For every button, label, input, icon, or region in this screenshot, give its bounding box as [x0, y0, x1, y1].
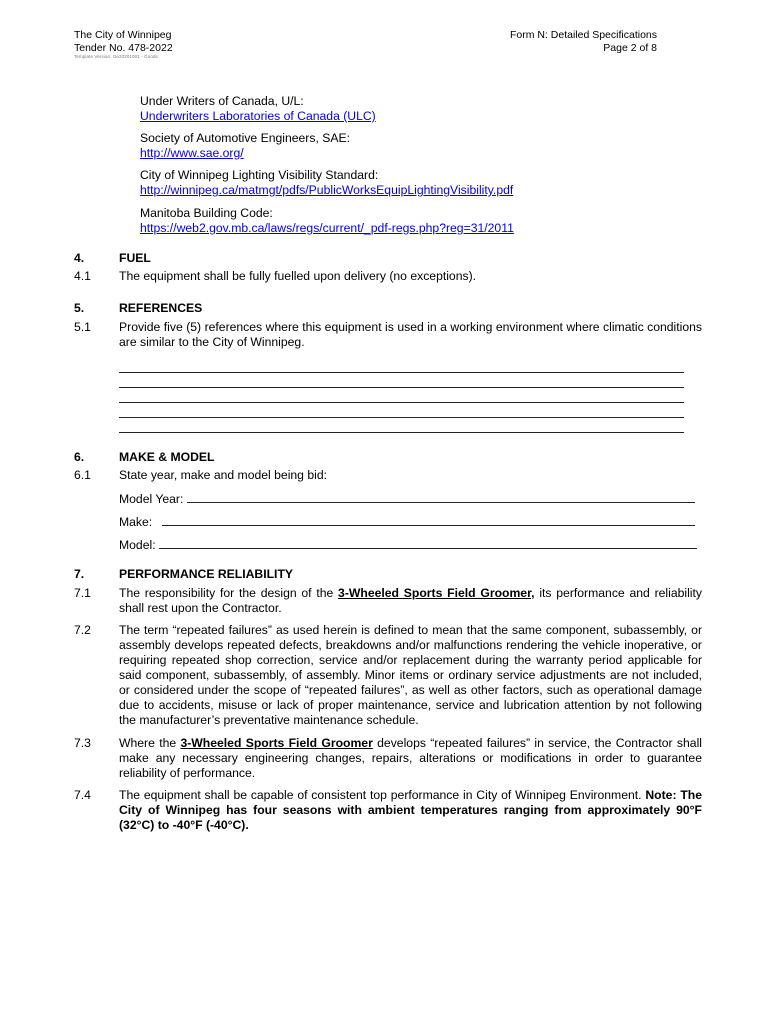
section-title-reliability: PERFORMANCE RELIABILITY: [119, 567, 294, 581]
clause-number: 7.1: [74, 586, 91, 600]
reference-line-2[interactable]: [119, 387, 684, 388]
header-form: Form N: Detailed Specifications: [509, 29, 657, 41]
clause-number: 6.1: [74, 468, 91, 482]
section-number: 5.: [74, 301, 85, 315]
reference-line-5[interactable]: [119, 432, 684, 433]
clause-design-responsibility: The responsibility for the design of the 3-Wheeled Sports Field Groomer, its performance and reliability shall rest upon the Contractor.: [119, 586, 702, 615]
product-name: 3-Wheeled Sports Field Groomer: [180, 736, 373, 750]
model-year-field[interactable]: [187, 491, 695, 503]
clause-repeated-failures: The term “repeated failures” as used herein is defined to mean that the same component, subassembly, or assembly develops repeated defects, breakdowns and/or malfunctions rendering the vehicle inoperative, or requiring repeated shop correction, service and/or replacement during the warranty period applicable for said component, subassembly, of assembly. Minor items or ordinary service adjustments are not included, or considered under the scope of “repeated failures”, as well as other factors, such as operational damage due to accidents, misuse or lack of proper maintenance, service and lubrication attention by not following the manufacturer’s preventative maintenance schedule.: [119, 623, 702, 727]
header-left: [74, 29, 173, 60]
model-row: [119, 537, 697, 553]
section-number: 4.: [74, 251, 85, 265]
section-number: 7.: [74, 567, 85, 581]
clause-contractor-changes: Where the 3-Wheeled Sports Field Groomer develops “repeated failures” in service, the Contractor shall make any necessary engineering changes, repairs, alterations or modifications in order to guarantee reliability of performance.: [119, 736, 702, 780]
section-title-make-model: MAKE & MODEL: [119, 450, 215, 464]
standard-link[interactable]: http://www.sae.org/: [140, 146, 244, 160]
section-title-fuel: FUEL: [119, 251, 151, 265]
make-field[interactable]: [162, 514, 695, 526]
standard-link[interactable]: Underwriters Laboratories of Canada (ULC): [140, 109, 376, 123]
make-label: Make:: [119, 515, 153, 529]
standard-ulc: [140, 94, 376, 124]
header-right: [470, 29, 657, 54]
standard-link[interactable]: https://web2.gov.mb.ca/laws/regs/current/_pdf-regs.php?reg=31/2011: [140, 221, 514, 235]
clause-fuel: The equipment shall be fully fuelled upon delivery (no exceptions).: [119, 269, 477, 283]
model-label: Model:: [119, 538, 156, 552]
clause-references: Provide five (5) references where this equipment is used in a working environment where climatic conditions are similar to the City of Winnipeg.: [119, 320, 702, 349]
section-number: 6.: [74, 450, 85, 464]
standard-lighting: [140, 168, 513, 198]
product-name: 3-Wheeled Sports Field Groomer,: [338, 586, 535, 600]
clause-performance-environment: The equipment shall be capable of consistent top performance in City of Winnipeg Environment. Note: The City of Winnipeg has four seasons with ambient temperatures ranging from approximately 90°F (32°C) to -40°F (-40°C).: [119, 788, 702, 832]
model-field[interactable]: [159, 537, 697, 549]
header-page: Page 2 of 8: [603, 41, 657, 54]
standard-name: Society of Automotive Engineers, SAE:: [140, 131, 351, 145]
clause-number: 5.1: [74, 320, 91, 334]
header-tender: Tender No. 478-2022: [74, 41, 173, 54]
temperature-note: Note: The City of Winnipeg has four seasons with ambient temperatures ranging from approximately 90°F (32°C) to -40°F (-40°C).: [119, 788, 702, 832]
reference-line-4[interactable]: [119, 417, 684, 418]
standard-name: City of Winnipeg Lighting Visibility Standard:: [140, 168, 379, 182]
clause-number: 4.1: [74, 269, 91, 283]
reference-line-3[interactable]: [119, 402, 684, 403]
standard-link[interactable]: http://winnipeg.ca/matmgt/pdfs/PublicWorksEquipLightingVisibility.pdf: [140, 183, 514, 197]
reference-line-1[interactable]: [119, 372, 684, 373]
model-year-row: [119, 491, 695, 507]
make-row: [119, 514, 695, 530]
clause-number: 7.3: [74, 736, 91, 750]
model-year-label: Model Year:: [119, 492, 184, 506]
standard-name: Under Writers of Canada, U/L:: [140, 94, 304, 108]
clause-number: 7.2: [74, 623, 91, 637]
standard-sae: [140, 131, 350, 161]
standard-building-code: [140, 206, 514, 236]
clause-number: 7.4: [74, 788, 91, 802]
section-title-references: REFERENCES: [119, 301, 203, 315]
standard-name: Manitoba Building Code:: [140, 206, 273, 220]
template-version: Template Version: Ge20201001 - Goods: [74, 54, 158, 59]
header-org: The City of Winnipeg: [74, 29, 172, 41]
clause-make-model: State year, make and model being bid:: [119, 468, 327, 482]
